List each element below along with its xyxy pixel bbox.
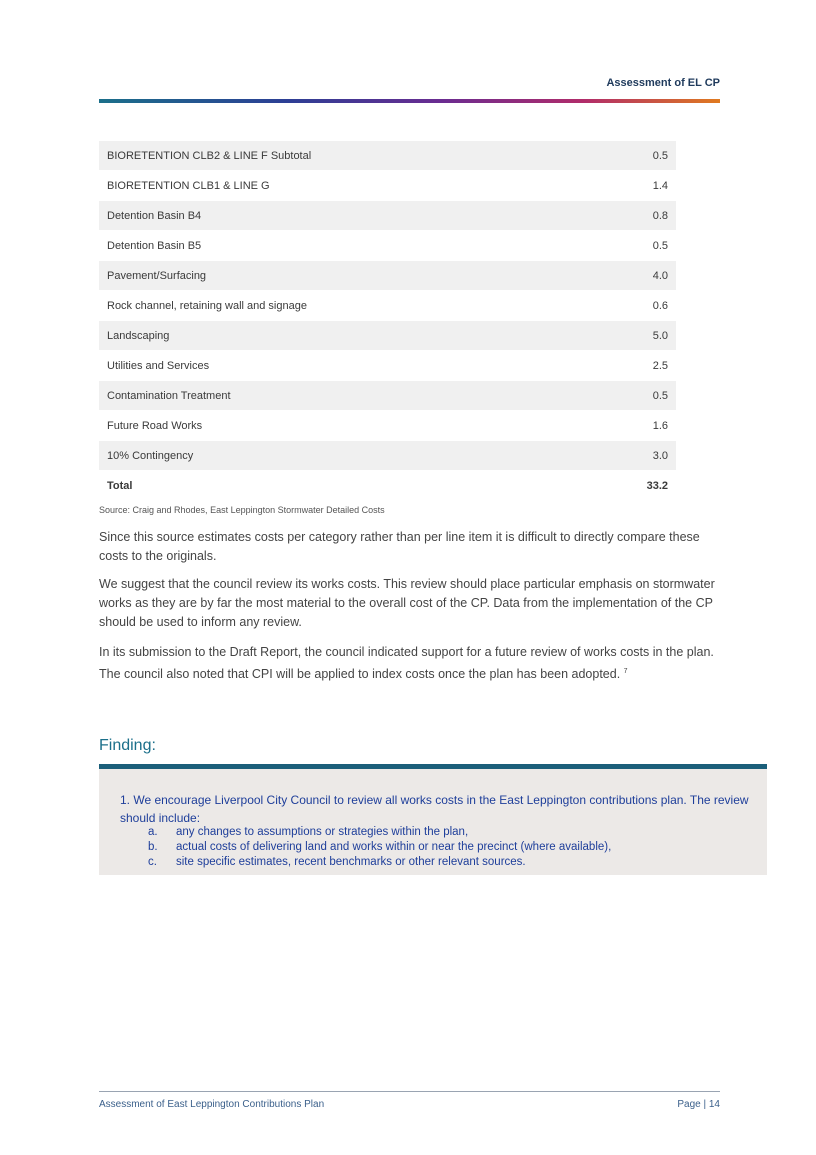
row-label: BIORETENTION CLB1 & LINE G bbox=[99, 171, 600, 201]
table-row bbox=[99, 291, 676, 321]
total-label: Total bbox=[99, 471, 600, 501]
row-value: 5.0 bbox=[600, 321, 676, 351]
paragraph-2: We suggest that the council review its works costs. This review should place particular emphasis on stormwater works as they are by far the most material to the overall cost of the CP. Data from the implementation of the CP should be used to inform any review. bbox=[99, 577, 715, 629]
paragraph-3-text: In its submission to the Draft Report, the council indicated support for a future review of works costs in the plan. The council also noted that CPI will be applied to index costs once the plan has been adopted. bbox=[99, 645, 714, 682]
total-value: 33.2 bbox=[600, 471, 676, 501]
table-row bbox=[99, 321, 676, 351]
footer-page-number: Page | 14 bbox=[677, 1099, 720, 1110]
table-row bbox=[99, 351, 676, 381]
table-row bbox=[99, 411, 676, 441]
finding-item: 1. We encourage Liverpool City Council to review all works costs in the East Leppington contributions plan. The review should include: bbox=[120, 793, 749, 825]
footer-rule bbox=[99, 1091, 720, 1092]
row-value: 0.5 bbox=[600, 141, 676, 171]
row-value: 4.0 bbox=[600, 261, 676, 291]
subitem-letter: a. bbox=[148, 826, 158, 838]
row-value: 3.0 bbox=[600, 441, 676, 471]
subitem-text: any changes to assumptions or strategies within the plan, bbox=[176, 826, 469, 838]
finding-heading: Finding: bbox=[99, 737, 156, 754]
table-row bbox=[99, 231, 676, 261]
table-total-row bbox=[99, 471, 676, 501]
row-label: Rock channel, retaining wall and signage bbox=[99, 291, 600, 321]
page-header-title: Assessment of EL CP bbox=[606, 77, 720, 89]
row-value: 0.8 bbox=[600, 201, 676, 231]
footnote-marker[interactable]: 7 bbox=[623, 668, 628, 675]
row-value: 0.6 bbox=[600, 291, 676, 321]
row-value: 1.6 bbox=[600, 411, 676, 441]
row-label: Pavement/Surfacing bbox=[99, 261, 600, 291]
row-label: Landscaping bbox=[99, 321, 600, 351]
subitem-text: actual costs of delivering land and works within or near the precinct (where available), bbox=[176, 841, 612, 853]
row-value: 1.4 bbox=[600, 171, 676, 201]
row-label: BIORETENTION CLB2 & LINE F Subtotal bbox=[99, 141, 600, 171]
row-value: 0.5 bbox=[600, 381, 676, 411]
subitem-letter: c. bbox=[148, 856, 157, 868]
header-gradient-rule bbox=[99, 99, 720, 103]
paragraph-1: Since this source estimates costs per category rather than per line item it is difficult to directly compare these costs to the originals. bbox=[99, 530, 700, 563]
row-label: Contamination Treatment bbox=[99, 381, 600, 411]
row-label: Detention Basin B4 bbox=[99, 201, 600, 231]
subitem-text: site specific estimates, recent benchmarks or other relevant sources. bbox=[176, 856, 526, 868]
paragraph-3 bbox=[99, 643, 720, 684]
table-row bbox=[99, 441, 676, 471]
row-value: 2.5 bbox=[600, 351, 676, 381]
cost-table bbox=[99, 141, 676, 501]
table-row bbox=[99, 381, 676, 411]
row-value: 0.5 bbox=[600, 231, 676, 261]
footer-document-title: Assessment of East Leppington Contributions Plan bbox=[99, 1099, 325, 1110]
row-label: Detention Basin B5 bbox=[99, 231, 600, 261]
row-label: Future Road Works bbox=[99, 411, 600, 441]
subitem-letter: b. bbox=[148, 841, 158, 853]
table-row bbox=[99, 261, 676, 291]
table-row bbox=[99, 171, 676, 201]
row-label: Utilities and Services bbox=[99, 351, 600, 381]
table-source-note: Source: Craig and Rhodes, East Leppington Stormwater Detailed Costs bbox=[99, 505, 385, 515]
table-row bbox=[99, 141, 676, 171]
row-label: 10% Contingency bbox=[99, 441, 600, 471]
table-row bbox=[99, 201, 676, 231]
